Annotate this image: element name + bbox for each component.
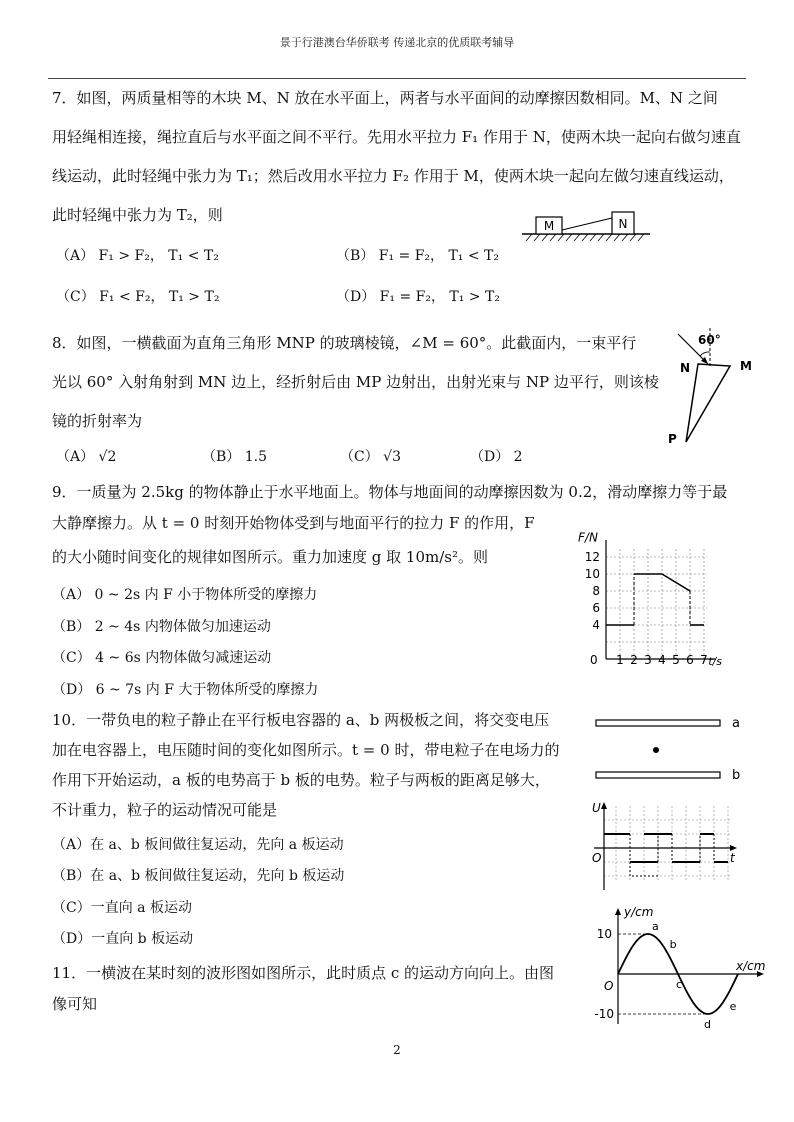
q9-line-2: 大静摩擦力。从 t = 0 时刻开始物体受到与地面平行的拉力 F 的作用，F (52, 514, 535, 532)
q10-line-4: 不计重力，粒子的运动情况可能是 (52, 801, 278, 819)
q10-option-d[interactable]: （D）一直向 b 板运动 (52, 931, 194, 947)
q10-line-3: 作用下开始运动，a 板的电势高于 b 板的电势。粒子与两板的距离足够大， (52, 771, 550, 789)
q10-option-b[interactable]: （B）在 a、b 板间做往复运动，先向 b 板运动 (52, 868, 345, 884)
q10-line-1: 10．一带负电的粒子静止在平行板电容器的 a、b 两极板之间，将交变电压 (52, 711, 550, 729)
block-m-label: M (543, 219, 555, 233)
vertex-p-label: P (668, 432, 677, 446)
rope (562, 218, 612, 230)
q7-option-d[interactable]: （D） F₁ = F₂， T₁ > T₂ (336, 289, 500, 305)
wave-origin-label: O (604, 979, 614, 993)
q9-option-b[interactable]: （B） 2 ~ 4s 内物体做匀加速运动 (52, 619, 271, 635)
x-tick-7: 7 (700, 653, 708, 667)
x-tick-3: 3 (644, 653, 652, 667)
q10-option-c[interactable]: （C）一直向 a 板运动 (52, 900, 192, 916)
voltage-grid (604, 806, 730, 882)
x-tick-5: 5 (672, 653, 680, 667)
plate-b (596, 772, 720, 778)
q7-option-b[interactable]: （B） F₁ = F₂， T₁ < T₂ (336, 248, 500, 264)
q7-block-figure (518, 208, 654, 242)
prism-triangle (686, 364, 730, 442)
q9-option-d[interactable]: （D） 6 ~ 7s 内 F 大于物体所受的摩擦力 (52, 682, 319, 698)
wave-y-axis-arrow (615, 908, 621, 915)
y-tick-8: 8 (592, 584, 600, 598)
q8-option-c[interactable]: （C） √3 (340, 449, 401, 465)
q11-wave-chart (588, 904, 768, 1028)
plate-a (596, 720, 720, 726)
block-n-label: N (618, 217, 628, 231)
q10-option-a[interactable]: （A）在 a、b 板间做往复运动，先向 a 板运动 (52, 837, 344, 853)
x-axis-label: t/s (708, 655, 722, 668)
wave-point-e: e (729, 1000, 737, 1013)
vertex-m-label: M (740, 359, 752, 373)
q8-line-3: 镜的折射率为 (52, 412, 143, 430)
force-segment-4 (662, 574, 690, 591)
wave-x-label: x/cm (736, 959, 766, 973)
q7-line-3: 线运动，此时轻绳中张力为 T₁；然后改用水平拉力 F₂ 作用于 M，使两木块一起向左做匀速直线运动， (52, 167, 734, 185)
page-header: 景于行港澳台华侨联考 传递北京的优质联考辅导 (279, 36, 515, 49)
vertex-n-label: N (680, 361, 691, 375)
q8-line-2: 光以 60° 入射角射到 MN 边上，经折射后由 MP 边射出，出射光束与 NP 边平行，则该棱 (52, 373, 659, 391)
q8-option-a[interactable]: （A） √2 (56, 449, 117, 465)
q8-prism-figure (668, 326, 772, 448)
q9-option-c[interactable]: （C） 4 ~ 6s 内物体做匀减速运动 (52, 650, 272, 666)
charged-particle (653, 747, 659, 753)
angle-arc (700, 352, 710, 356)
q9-force-time-chart (574, 522, 746, 672)
q7-line-4: 此时轻绳中张力为 T₂，则 (52, 206, 223, 224)
voltage-origin-label: O (592, 851, 602, 865)
q7-option-a[interactable]: （A） F₁ > F₂， T₁ < T₂ (56, 248, 219, 264)
q9-line-3: 的大小随时间变化的规律如图所示。重力加速度 g 取 10m/s²。则 (52, 548, 488, 566)
q11-line-2: 像可知 (52, 995, 98, 1013)
q7-line-2: 用轻绳相连接，绳拉直后与水平面之间不平行。先用水平拉力 F₁ 作用于 N，使两木块一起向右做匀速直 (52, 128, 741, 146)
q11-line-1: 11．一横波在某时刻的波形图如图所示，此时质点 c 的运动方向向上。由图 (52, 964, 555, 982)
q9-line-1: 9．一质量为 2.5kg 的物体静止于水平地面上。物体与地面间的动摩擦因数为 0.2，滑动摩擦力等于最 (52, 483, 728, 501)
u-axis-arrow (601, 802, 607, 809)
x-tick-4: 4 (658, 653, 666, 667)
page-number: 2 (393, 1043, 401, 1057)
plate-b-label: b (732, 768, 741, 783)
q9-option-a[interactable]: （A） 0 ~ 2s 内 F 小于物体所受的摩擦力 (52, 587, 318, 603)
wave-y-tick-bottom: -10 (594, 1007, 614, 1021)
y-tick-6: 6 (592, 601, 600, 615)
wave-y-tick-top: 10 (596, 927, 612, 941)
y-tick-10: 10 (584, 567, 600, 581)
x-tick-1: 1 (616, 653, 624, 667)
y-tick-12: 12 (584, 550, 600, 564)
q10-line-2: 加在电容器上，电压随时间的变化如图所示。t = 0 时，带电粒子在电场力的 (52, 741, 560, 759)
q8-option-b[interactable]: （B） 1.5 (202, 449, 268, 465)
plate-a-label: a (732, 716, 740, 731)
wave-point-c: c (676, 978, 683, 991)
q8-option-d[interactable]: （D） 2 (470, 449, 523, 465)
x-tick-2: 2 (630, 653, 638, 667)
origin-label: 0 (590, 653, 598, 667)
u-axis-label: U (592, 801, 601, 815)
ground-hatch (526, 234, 644, 241)
q7-option-c[interactable]: （C） F₁ < F₂， T₁ > T₂ (56, 289, 220, 305)
q10-voltage-graph (590, 800, 740, 892)
y-tick-4: 4 (592, 618, 600, 632)
angle-label: 60° (698, 333, 721, 347)
x-tick-6: 6 (686, 653, 694, 667)
q7-line-1: 7．如图，两质量相等的木块 M、N 放在水平面上，两者与水平面间的动摩擦因数相同。M、N 之间 (52, 89, 718, 107)
voltage-t-label: t (730, 851, 735, 865)
wave-point-d: d (704, 1018, 711, 1028)
wave-point-b: b (669, 938, 677, 951)
q8-line-1: 8．如图，一横截面为直角三角形 MNP 的玻璃棱镜，∠M = 60°。此截面内，一束平行 (52, 334, 637, 352)
wave-y-label: y/cm (624, 905, 654, 919)
y-axis-label: F/N (578, 530, 598, 545)
header-rule (48, 78, 746, 79)
wave-point-a: a (652, 920, 659, 933)
q10-capacitor-figure (590, 712, 750, 792)
